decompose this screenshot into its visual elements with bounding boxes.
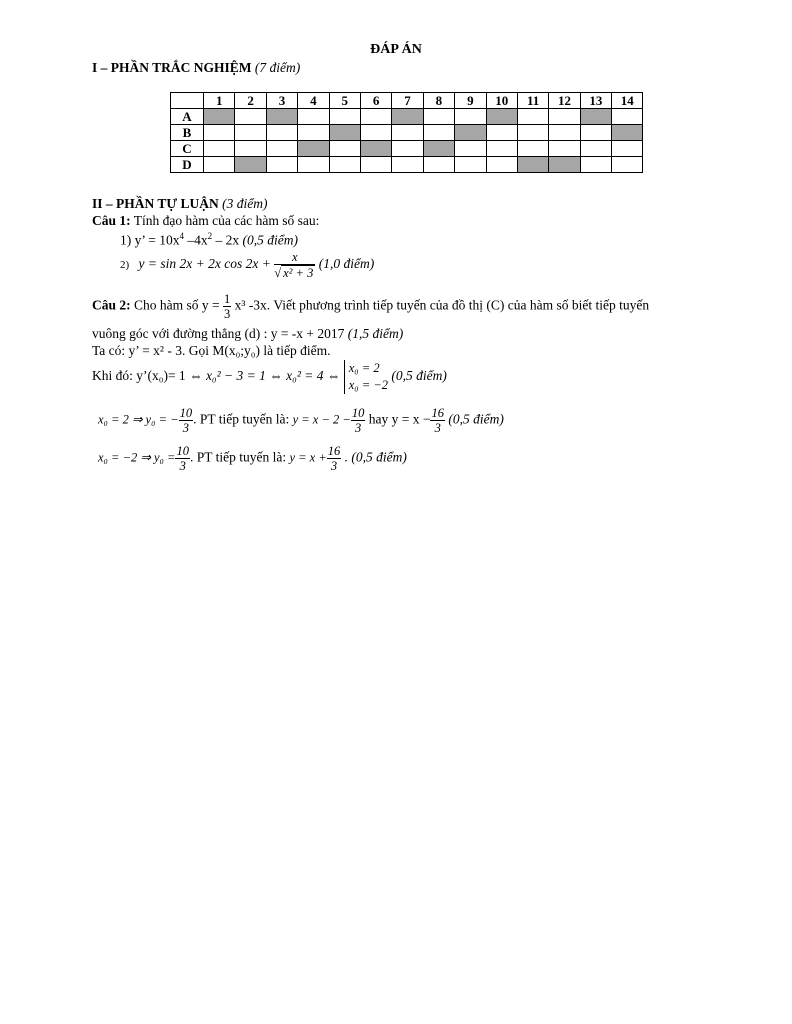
cau1-text: Tính đạo hàm của các hàm số sau: <box>133 213 320 228</box>
answer-cell-filled <box>423 141 454 157</box>
answer-cell-filled <box>486 109 517 125</box>
answer-cell <box>455 141 486 157</box>
cau2-fraction <box>223 292 231 321</box>
answer-cell <box>360 109 391 125</box>
cau2-label: Câu 2: <box>92 297 131 313</box>
item2-expr: y = sin 2x + 2x cos 2x + <box>138 256 271 272</box>
answer-cell <box>329 109 360 125</box>
answer-cell <box>329 141 360 157</box>
answer-table-row <box>171 141 643 157</box>
answer-cell-filled <box>549 157 580 173</box>
part1-points: (7 điểm) <box>254 60 301 75</box>
answer-cell-filled <box>235 157 266 173</box>
answer-cell <box>392 157 423 173</box>
answer-cell <box>517 125 548 141</box>
line5-frac2 <box>351 406 366 435</box>
answer-cell <box>392 141 423 157</box>
line5-frac2-num: 10 <box>351 406 365 420</box>
item2-prefix: 2) <box>120 259 130 272</box>
answer-cell-filled <box>580 109 611 125</box>
answer-cell <box>549 125 580 141</box>
line5-frac1-den: 3 <box>182 421 189 435</box>
answer-table-col-header: 7 <box>392 93 423 109</box>
answer-table-corner <box>171 93 204 109</box>
answer-cell <box>486 125 517 141</box>
answer-table-header-row <box>171 93 643 109</box>
item1-prefix: 1) y’ = 10x <box>120 232 180 248</box>
answer-cell <box>580 157 611 173</box>
answer-cell-filled <box>204 109 235 125</box>
answer-cell <box>486 157 517 173</box>
item2-fraction <box>274 250 315 280</box>
line5-text: . PT tiếp tuyến là: <box>193 411 290 427</box>
answer-table-col-header: 2 <box>235 93 266 109</box>
answer-cell <box>549 141 580 157</box>
answer-cell <box>360 157 391 173</box>
answer-cell <box>612 141 643 157</box>
line6-frac2-num: 16 <box>327 444 341 458</box>
cau2-pre: Cho hàm số y = <box>134 297 220 313</box>
answer-cell <box>235 125 266 141</box>
line6-text: . PT tiếp tuyến là: <box>189 449 287 465</box>
cau2-frac-den: 3 <box>224 307 231 321</box>
answer-cell <box>298 125 329 141</box>
part2-heading-text: II – PHẦN TỰ LUẬN <box>92 196 219 211</box>
page-title: ĐÁP ÁN <box>370 42 422 57</box>
case1: x₀ = 2 <box>348 361 380 375</box>
item2-frac-num: x <box>274 250 315 265</box>
line5-frac3-den: 3 <box>434 421 441 435</box>
line5-frac2-den: 3 <box>354 421 362 435</box>
line5-hay: hay y = x − <box>368 411 431 427</box>
cau1-line <box>92 213 319 229</box>
answer-table-col-header: 1 <box>204 93 235 109</box>
line5-frac3-num: 16 <box>431 406 444 420</box>
line5-points: (0,5 điểm) <box>448 411 504 427</box>
item1-exp1: 4 <box>179 231 184 241</box>
answer-cell <box>486 141 517 157</box>
line5-math: x₀ = 2 ⇒ y₀ = − <box>98 412 179 427</box>
item1-mid: –4x <box>183 232 208 248</box>
part2-points: (3 điểm) <box>222 196 268 211</box>
answer-table-col-header: 4 <box>298 93 329 109</box>
cau2-line2 <box>92 326 403 342</box>
answer-cell <box>612 109 643 125</box>
answer-cell <box>455 109 486 125</box>
answer-cell <box>612 157 643 173</box>
part1-heading-text: I – PHẦN TRẮC NGHIỆM <box>92 60 252 75</box>
answer-cell-filled <box>517 157 548 173</box>
answer-cell <box>298 157 329 173</box>
line6-math: x₀ = −2 ⇒ y₀ = <box>98 450 176 465</box>
answer-cell <box>298 109 329 125</box>
line5-eq: y = x − 2 − <box>292 412 351 427</box>
line4-pre: Khi đó: y’(x₀)= 1 <box>92 368 186 384</box>
answer-cell <box>423 125 454 141</box>
item2-points: (1,0 điểm) <box>318 256 375 272</box>
answer-table-row <box>171 157 643 173</box>
line6-frac1-den: 3 <box>179 459 186 473</box>
line5-frac3 <box>430 406 445 435</box>
answer-cell <box>392 125 423 141</box>
cau2-line1 <box>92 292 649 321</box>
answer-table-row <box>171 109 643 125</box>
answer-cell-filled <box>298 141 329 157</box>
answer-cell <box>580 141 611 157</box>
line6-frac1 <box>175 444 190 473</box>
answer-cell <box>235 141 266 157</box>
line6-frac2-den: 3 <box>330 459 338 473</box>
answer-table-row-label: D <box>171 157 204 173</box>
answer-table-col-header: 8 <box>423 93 454 109</box>
answer-cell <box>204 125 235 141</box>
answer-table-col-header: 5 <box>329 93 360 109</box>
cau2-line2-text: vuông góc với đường thẳng (d) : y = -x + 2017 <box>92 326 345 341</box>
answer-cell <box>423 157 454 173</box>
line6-points: . (0,5 điểm) <box>344 449 407 465</box>
answer-table-col-header: 6 <box>360 93 391 109</box>
answer-cell-filled <box>455 125 486 141</box>
cau2-frac-num: 1 <box>224 292 231 306</box>
item1-tail: – 2x <box>212 232 240 248</box>
case2: x₀ = −2 <box>348 378 388 392</box>
answer-table-row <box>171 125 643 141</box>
cau2-post: x³ -3x. Viết phương trình tiếp tuyến của đồ thị (C) của hàm số biết tiếp tuyến <box>234 297 650 313</box>
answer-table-col-header: 3 <box>266 93 297 109</box>
cau2-line5 <box>98 406 504 435</box>
answer-cell <box>329 157 360 173</box>
line6-frac2 <box>327 444 342 473</box>
line6-eq: y = x + <box>289 450 327 465</box>
item1-points: (0,5 điểm) <box>242 232 298 248</box>
answer-cell <box>580 125 611 141</box>
line4-cases <box>344 360 388 394</box>
cau2-line6 <box>98 444 407 473</box>
line4-points: (0,5 điểm) <box>391 368 447 384</box>
answer-table-col-header: 9 <box>455 93 486 109</box>
item2-sqrt-content: x² + 3 <box>283 266 314 280</box>
cau1-label: Câu 1: <box>92 213 131 228</box>
answer-cell-filled <box>329 125 360 141</box>
answer-cell <box>517 141 548 157</box>
answer-table-col-header: 10 <box>486 93 517 109</box>
item1-exp2: 2 <box>207 231 213 241</box>
cau2-line2-points: (1,5 điểm) <box>347 326 404 341</box>
answer-cell <box>266 141 297 157</box>
part1-heading <box>92 60 300 76</box>
line6-frac1-num: 10 <box>176 444 189 458</box>
answer-table-col-header: 14 <box>612 93 643 109</box>
answer-table-col-header: 11 <box>517 93 548 109</box>
answer-table-col-header: 13 <box>580 93 611 109</box>
answer-table <box>170 92 643 173</box>
line5-frac1-num: 10 <box>179 406 193 420</box>
answer-cell-filled <box>612 125 643 141</box>
part2-heading <box>92 196 268 212</box>
cau1-item1 <box>120 231 298 249</box>
answer-cell-filled <box>360 141 391 157</box>
line4-math: ⇔ x₀² − 3 = 1 ⇔ x₀² = 4 ⇔ <box>189 368 341 384</box>
answer-table-row-label: C <box>171 141 204 157</box>
line5-frac1 <box>179 406 194 435</box>
answer-cell <box>204 141 235 157</box>
answer-cell <box>517 109 548 125</box>
answer-cell <box>423 109 454 125</box>
answer-cell <box>360 125 391 141</box>
cau2-line3: Ta có: y’ = x² - 3. Gọi M(x₀;y₀) là tiếp điểm. <box>92 343 331 358</box>
answer-cell <box>204 157 235 173</box>
answer-table-col-header: 12 <box>549 93 580 109</box>
answer-cell <box>266 125 297 141</box>
answer-cell <box>549 109 580 125</box>
item2-frac-den: √ x² + 3 <box>274 266 314 280</box>
answer-cell <box>266 157 297 173</box>
answer-table-row-label: B <box>171 125 204 141</box>
cau2-line4 <box>92 360 447 394</box>
cau1-item2 <box>120 250 374 280</box>
answer-table-row-label: A <box>171 109 204 125</box>
answer-cell <box>455 157 486 173</box>
answer-cell-filled <box>392 109 423 125</box>
answer-cell-filled <box>266 109 297 125</box>
answer-cell <box>235 109 266 125</box>
